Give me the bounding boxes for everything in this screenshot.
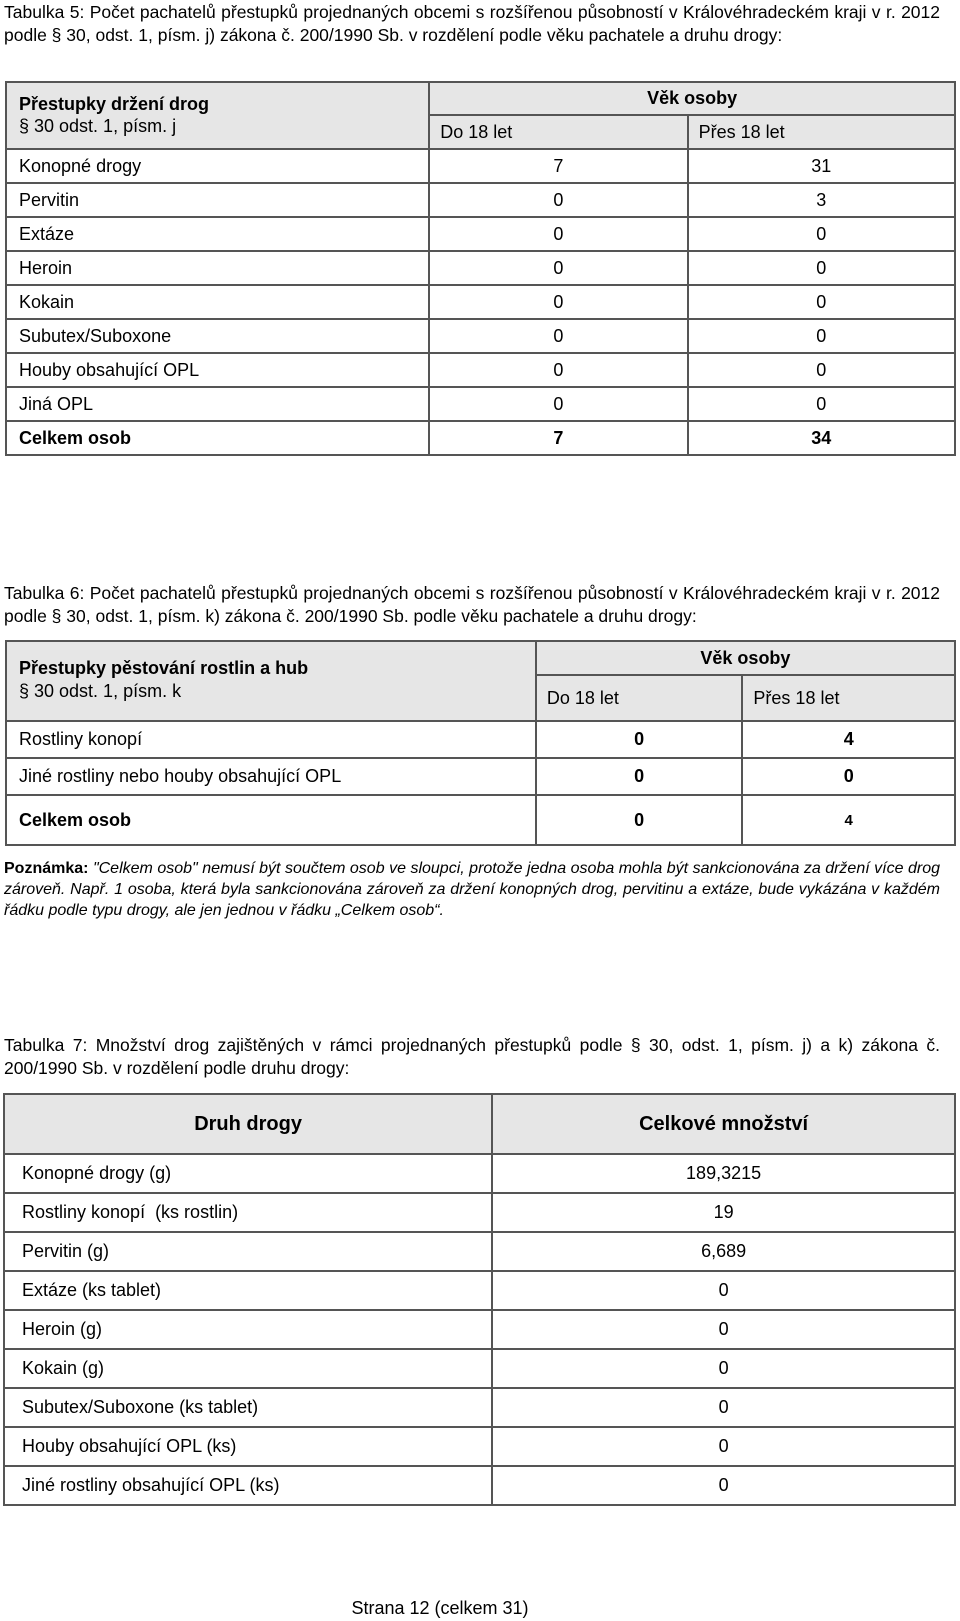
table5-head-sub: § 30 odst. 1, písm. j [19,116,177,136]
row-label: Kokain [6,285,429,319]
row-under: 0 [429,353,687,387]
table7-col-drug: Druh drogy [4,1094,492,1154]
row-label: Heroin [6,251,429,285]
row-under: 0 [429,251,687,285]
row-value: 0 [492,1427,955,1466]
row-over: 0 [688,251,955,285]
table-row [4,1232,955,1271]
table5-age-header: Věk osoby [429,82,955,115]
row-value: 19 [492,1193,955,1232]
total-label: Celkem osob [6,795,536,845]
row-value: 0 [492,1466,955,1505]
table6-head-title: Přestupky pěstování rostlin a hub [19,658,309,678]
row-value: 6,689 [492,1232,955,1271]
table-row [4,1466,955,1505]
row-label: Houby obsahující OPL (ks) [4,1427,492,1466]
table-row [6,353,955,387]
table5-head-title: Přestupky držení drog [19,94,210,114]
total-under: 0 [536,795,743,845]
table7 [3,1093,956,1506]
table5 [5,81,956,456]
table6-total-row [6,795,955,845]
row-under: 0 [429,319,687,353]
table7-caption: Tabulka 7: Množství drog zajištěných v rámci projednaných přestupků podle § 30, odst. 1, písm. j) a k) zákona č. 200/1990 Sb. v rozdělení podle druhu drogy: [4,1035,940,1078]
row-under: 0 [536,758,743,795]
table5-col-over: Přes 18 let [688,115,955,149]
table5-col-under: Do 18 let [429,115,687,149]
table-row [4,1154,955,1193]
table6-age-header: Věk osoby [536,641,955,675]
row-value: 0 [492,1349,955,1388]
row-under: 0 [429,387,687,421]
row-label: Rostliny konopí [6,721,536,758]
row-label: Kokain (g) [4,1349,492,1388]
table-row [6,721,955,758]
row-label: Konopné drogy (g) [4,1154,492,1193]
row-label: Heroin (g) [4,1310,492,1349]
row-over: 0 [688,319,955,353]
note-label: Poznámka: [4,860,89,877]
table-row [6,149,955,183]
row-label: Subutex/Suboxone [6,319,429,353]
row-value: 0 [492,1310,955,1349]
total-over: 4 [742,795,955,845]
row-under: 0 [429,217,687,251]
table-row [6,285,955,319]
row-label: Extáze (ks tablet) [4,1271,492,1310]
total-over: 34 [688,421,955,455]
table-row [4,1388,955,1427]
row-under: 0 [429,183,687,217]
table5-head-cell [6,82,429,149]
row-over: 31 [688,149,955,183]
row-over: 0 [742,758,955,795]
total-label: Celkem osob [6,421,429,455]
table-row [4,1310,955,1349]
row-label: Extáze [6,217,429,251]
row-over: 0 [688,387,955,421]
table-row [4,1193,955,1232]
row-label: Jiné rostliny obsahující OPL (ks) [4,1466,492,1505]
row-value: 0 [492,1388,955,1427]
row-label: Rostliny konopí (ks rostlin) [4,1193,492,1232]
row-value: 189,3215 [492,1154,955,1193]
table-row [4,1271,955,1310]
table-row [6,251,955,285]
page-footer: Strana 12 (celkem 31) [351,1598,529,1618]
note-text: "Celkem osob" nemusí být součtem osob ve sloupci, protože jedna osoba mohla být sankcionována za držení více drog zároveň. Např. 1 osoba, která byla sankcionována zároveň za držení konopných drog, pervitinu a extáze, bude vykázána v každém řádku podle typu drogy, ale jen jednou v řádku „Celkem osob“. [4,860,940,919]
row-label: Pervitin [6,183,429,217]
row-over: 0 [688,353,955,387]
table-row [4,1427,955,1466]
table-row [6,217,955,251]
row-over: 0 [688,285,955,319]
table6-caption: Tabulka 6: Počet pachatelů přestupků projednaných obcemi s rozšířenou působností v Královéhradeckém kraji v r. 2012 podle § 30, odst. 1, písm. k) zákona č. 200/1990 Sb. podle věku pachatele a druhu drogy: [4,583,940,626]
table5-caption: Tabulka 5: Počet pachatelů přestupků projednaných obcemi s rozšířenou působností v Královéhradeckém kraji v r. 2012 podle § 30, odst. 1, písm. j) zákona č. 200/1990 Sb. v rozdělení podle věku pachatele a druhu drogy: [4,2,940,45]
table-row [6,183,955,217]
table-row [6,387,955,421]
table5-total-row [6,421,955,455]
row-label: Konopné drogy [6,149,429,183]
row-label: Jiná OPL [6,387,429,421]
row-over: 0 [688,217,955,251]
table6 [5,640,956,846]
row-label: Jiné rostliny nebo houby obsahující OPL [6,758,536,795]
row-under: 7 [429,149,687,183]
row-label: Pervitin (g) [4,1232,492,1271]
row-under: 0 [536,721,743,758]
total-under: 7 [429,421,687,455]
table6-head-cell [6,641,536,721]
row-under: 0 [429,285,687,319]
row-over: 3 [688,183,955,217]
table6-head-sub: § 30 odst. 1, písm. k [19,681,182,701]
row-over: 4 [742,721,955,758]
table-row [6,319,955,353]
table7-col-amount: Celkové množství [492,1094,955,1154]
table6-col-over: Přes 18 let [742,675,955,721]
row-value: 0 [492,1271,955,1310]
row-label: Houby obsahující OPL [6,353,429,387]
table6-col-under: Do 18 let [536,675,743,721]
table-row [6,758,955,795]
table-row [4,1349,955,1388]
row-label: Subutex/Suboxone (ks tablet) [4,1388,492,1427]
table6-note [4,858,940,921]
